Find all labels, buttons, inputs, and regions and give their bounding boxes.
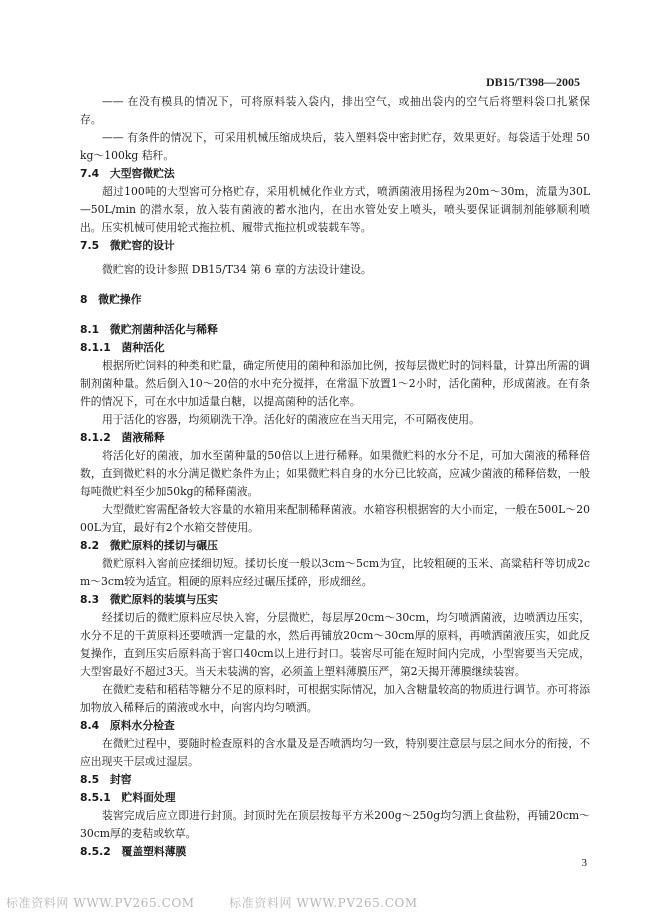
watermark-text: 标准资料网 WWW.PV265.COM [6, 896, 195, 910]
subsection-heading: 8.1.2 菌液稀释 [80, 431, 165, 444]
paragraph: 微贮原料入窖前应揉细切短。揉切长度一般以3cm～5cm为宜，比较粗硬的玉米、高粱秸秆等切成2cm～3cm较为适宜。粗硬的原料应经过碾压揉碎，形成细丝。 [80, 557, 590, 588]
spacer [80, 309, 590, 321]
subsection-heading: 8.5.1 贮料面处理 [80, 791, 176, 804]
paragraph: —— 有条件的情况下，可采用机械压缩成块后，装入塑料袋中密封贮存，效果更好。每袋适于处理 50kg～100kg 秸秆。 [80, 131, 590, 162]
paragraph: 在微贮过程中，要随时检查原料的含水量及是否喷洒均匀一致，特别要注意层与层之间水分的衔接，不应出现夹干层或过湿层。 [80, 737, 590, 768]
section-heading: 8.4 原料水分检查 [80, 719, 175, 732]
spacer [80, 279, 590, 291]
section-heading: 8.1 微贮剂菌种活化与稀释 [80, 323, 218, 336]
paragraph: 根据所贮饲料的种类和贮量，确定所使用的菌种和添加比例，按每层微贮时的饲料量，计算出所需的调制剂菌种量。然后倒入10～20倍的水中充分搅拌，在常温下放置1～2小时，活化菌种，形成菌液。在有条件的情况下，可在水中加适量白糖，以提高菌种的活化率。 [80, 359, 590, 408]
document-body [80, 93, 590, 861]
chapter-heading: 8 微贮操作 [80, 293, 142, 306]
paragraph: 用于活化的容器，均须刷洗干净。活化好的菌液应在当天用完，不可隔夜使用。 [102, 413, 480, 426]
paragraph: 微贮窖的设计参照 DB15/T34 第 6 章的方法设计建设。 [102, 263, 372, 276]
section-heading: 8.3 微贮原料的装填与压实 [80, 593, 218, 606]
subsection-heading: 8.5.2 覆盖塑料薄膜 [80, 845, 187, 858]
page-number: 3 [581, 857, 587, 869]
paragraph: 超过100吨的大型窖可分格贮存，采用机械化作业方式，喷洒菌液用扬程为20m～30m，流量为30L—50L/min 的潜水泵，放入装有菌液的蓄水池内，在出水管处安上喷头，喷头要保证调制剂能够顺利喷出。压实机械可使用轮式拖拉机、履带式拖拉机或装载车等。 [80, 185, 590, 234]
standard-code: DB15/T398—2005 [485, 75, 580, 89]
paragraph: 经揉切后的微贮原料应尽快入窖，分层微贮，每层厚20cm～30cm，均匀喷洒菌液，边喷洒边压实，水分不足的干黄原料还要喷洒一定量的水，然后再铺放20cm～30cm厚的原料，再喷洒菌液压实，如此反复操作，直到压实后原料高于窖口40cm以上进行封口。装窖尽可能在短时间内完成，小型窖要当天完成，大型窖最好不超过3天。当天未装满的窖，必须盖上塑料薄膜压严，第2天揭开薄膜继续装窖。 [80, 611, 590, 678]
section-heading: 8.5 封窖 [80, 773, 132, 786]
subsection-heading: 8.1.1 菌种活化 [80, 341, 165, 354]
section-heading: 8.2 微贮原料的揉切与碾压 [80, 539, 218, 552]
paragraph: 在微贮麦秸和稻秸等糖分不足的原料时，可根据实际情况，加入含糖量较高的物质进行调节。亦可将添加物放入稀释后的菌液或水中，向窖内均匀喷洒。 [80, 683, 590, 714]
watermark-text: 标准资料网 WWW.PV265.COM [229, 896, 418, 910]
paragraph: —— 在没有模具的情况下，可将原料装入袋内，排出空气，或抽出袋内的空气后将塑料袋口扎紧保存。 [80, 95, 590, 126]
paragraph: 大型微贮窖需配备较大容量的水箱用来配制稀释菌液。水箱容积根据窖的大小而定，一般在500L～2000L为宜，最好有2个水箱交替使用。 [80, 503, 590, 534]
paragraph: 装窖完成后应立即进行封顶。封顶时先在顶层按每平方米200g～250g均匀洒上食盐粉，再铺20cm～30cm厚的麦秸或软草。 [80, 809, 590, 840]
section-heading: 7.5 微贮窖的设计 [80, 239, 175, 252]
section-heading: 7.4 大型窖微贮法 [80, 167, 175, 180]
paragraph: 将活化好的菌液，加水至菌种量的50倍以上进行稀释。如果微贮料的水分不足，可加大菌液的稀释倍数，直到微贮料的水分满足微贮条件为止；如果微贮料自身的水分已比较高，应减少菌液的稀释倍数，一般每吨微贮料至少加50kg的稀释菌液。 [80, 449, 590, 498]
watermark [6, 894, 448, 911]
